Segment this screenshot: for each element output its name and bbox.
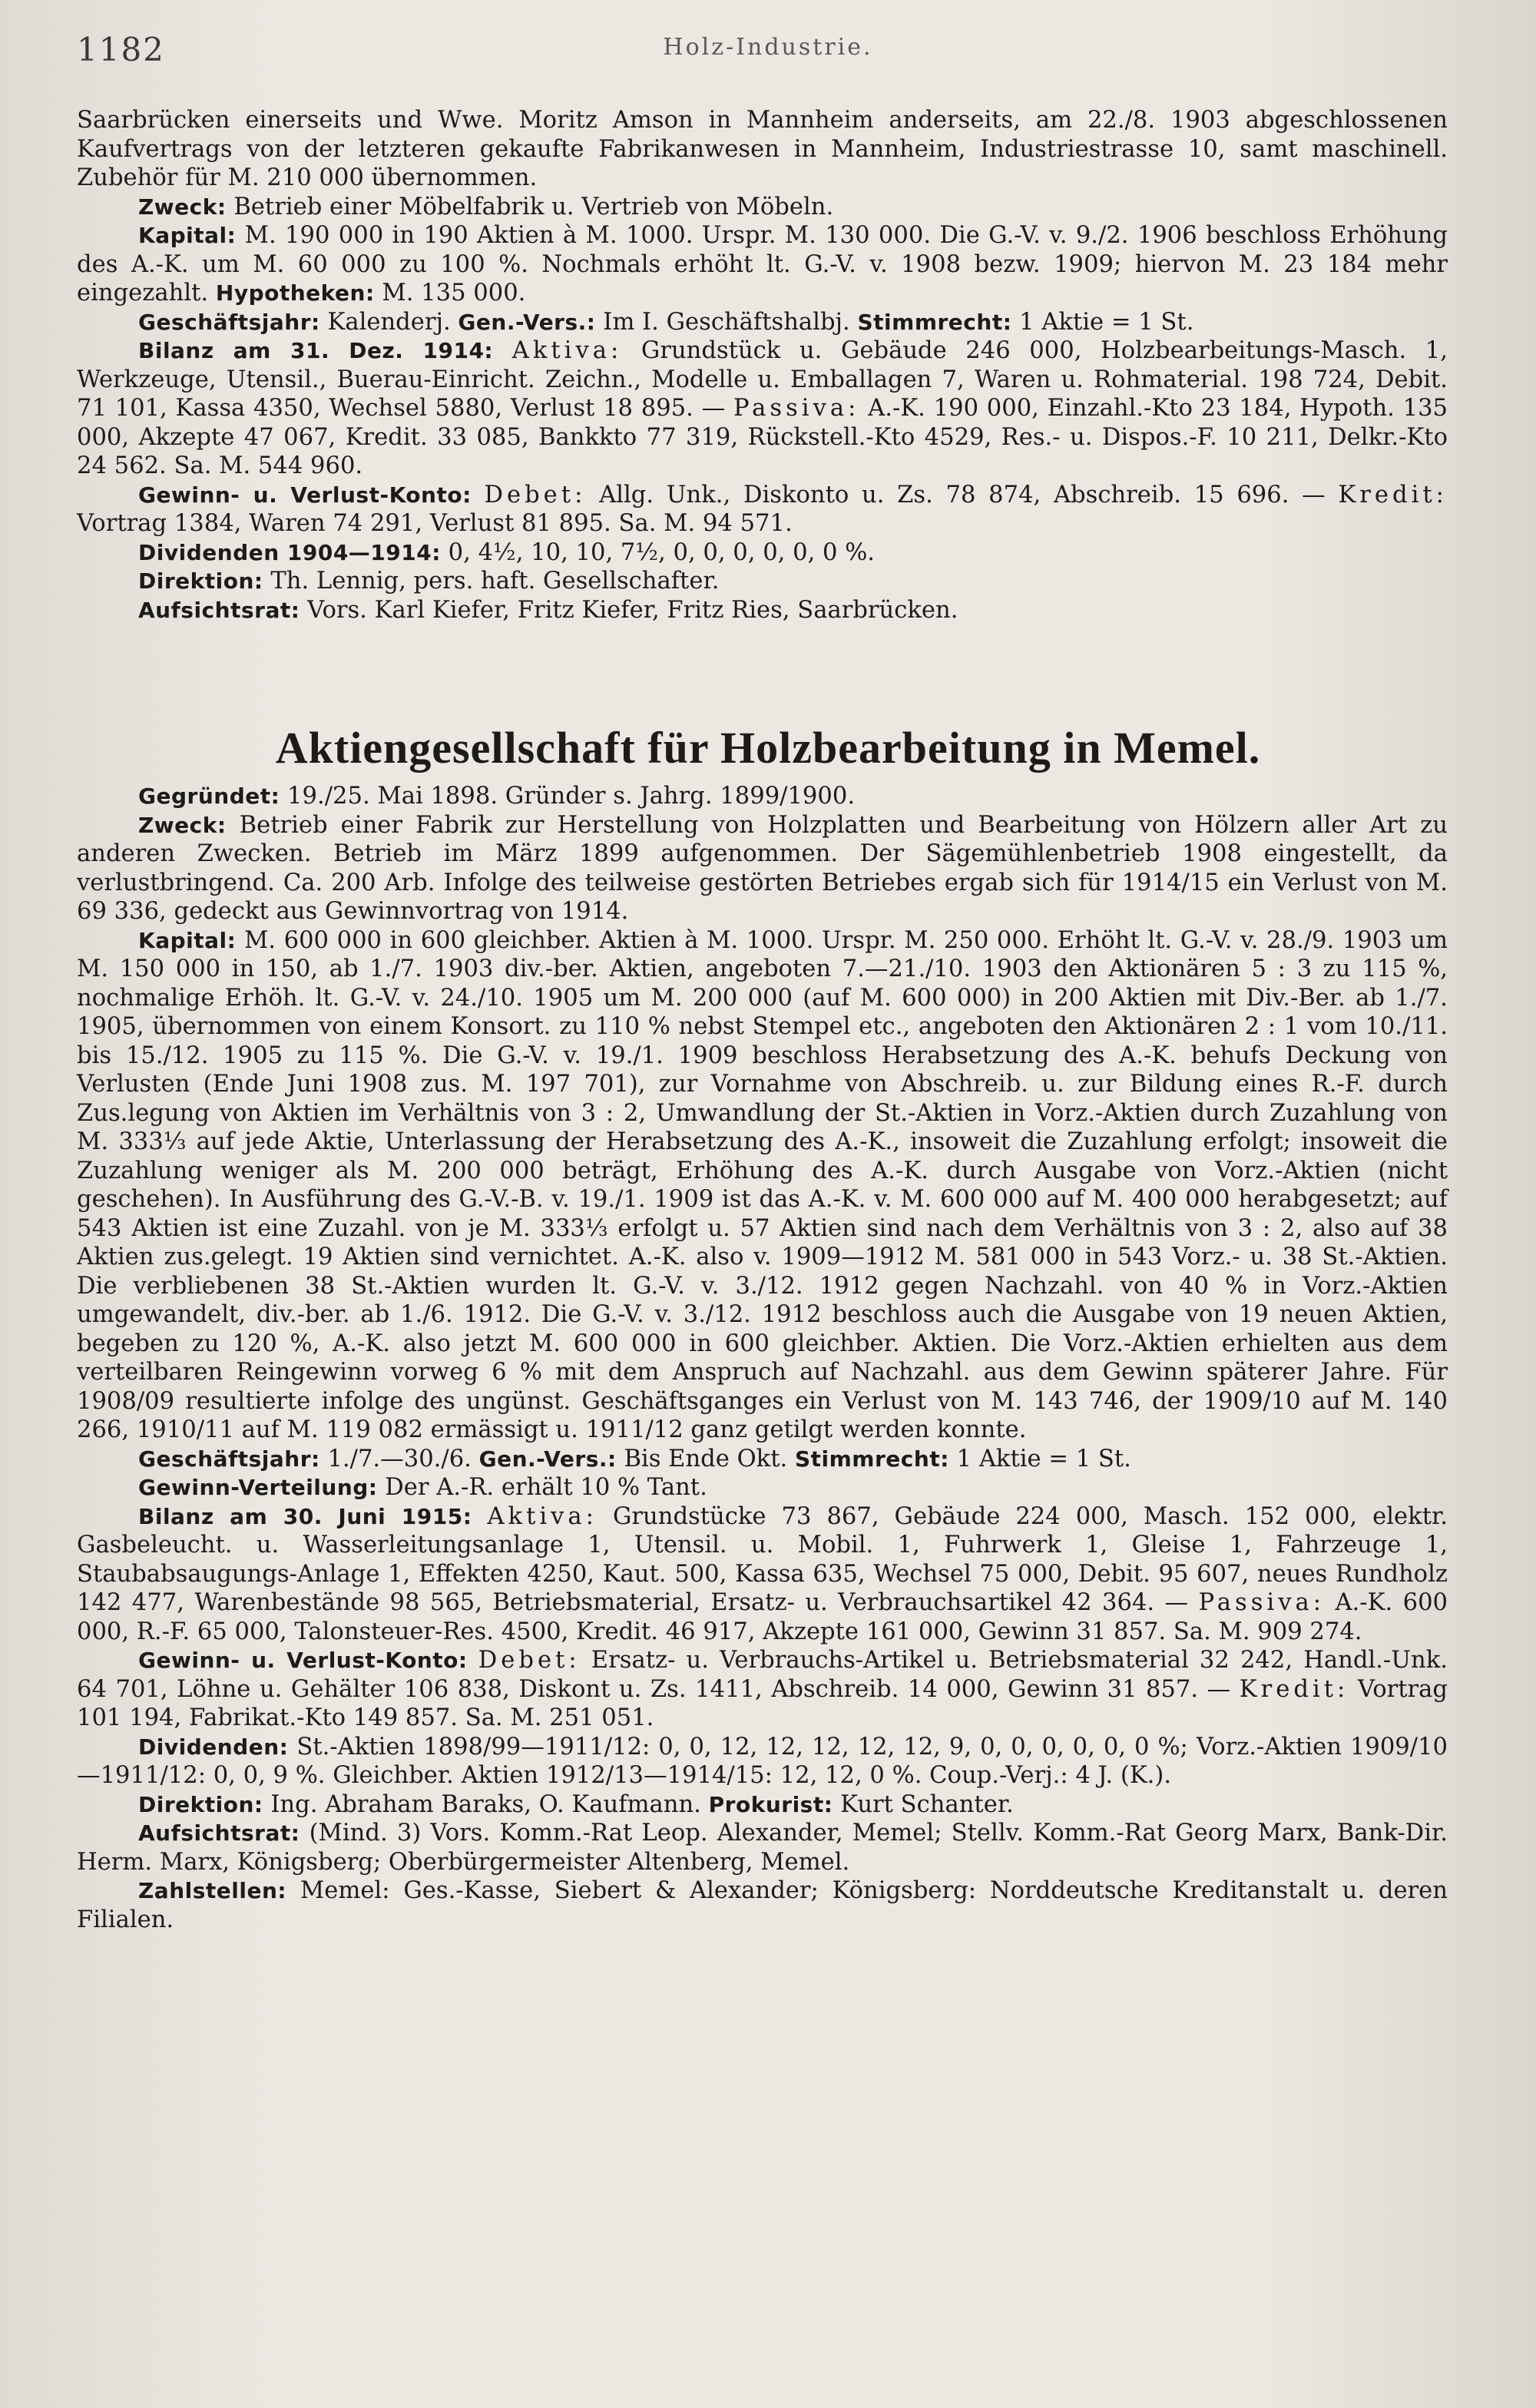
zweck-paragraph [77,193,1448,222]
aufsichtsrat-label: Aufsichtsrat: [138,1820,300,1846]
kredit-label: Kredit: [1239,1675,1349,1703]
aufsichtsrat-text: Vors. Karl Kiefer, Fritz Kiefer, Fritz Ries, Saarbrücken. [307,596,958,624]
aktiva-label: Aktiva: [487,1502,598,1530]
zweck-text: Betrieb einer Möbelfabrik u. Vertrieb von Möbeln. [233,193,834,220]
debet-label: Debet: [484,481,587,508]
previous-company-section [77,106,1448,624]
intro-text: Saarbrücken einerseits und Wwe. Moritz Amson in Mannheim anderseits, am 22./8. 1903 abgeschlossenen Kaufvertrags von der letzteren gekaufte Fabrikanwesen in Mannheim, Industriestrasse 10, samt maschinell. Zubehör für M. 210 000 übernommen. [77,107,1448,191]
dividenden-text: 0, 4½, 10, 10, 7½, 0, 0, 0, 0, 0, 0 %. [448,538,876,566]
stimmrecht-text: 1 Aktie = 1 St. [1019,308,1194,336]
aktiva-label: Aktiva: [511,337,623,364]
guv-paragraph [77,481,1448,538]
aufsichtsrat-paragraph [77,596,1448,625]
running-title: Holz-Industrie. [663,34,873,61]
bilanz-paragraph [77,1502,1448,1647]
dividenden-paragraph [77,1733,1448,1790]
geschaeftsjahr-label: Geschäftsjahr: [138,1446,320,1472]
aufsichtsrat-paragraph [77,1819,1448,1876]
direktion-paragraph [77,567,1448,596]
passiva-text: A.-K. 600 000, R.-F. 65 000, Talonsteuer-Res. 4500, Kredit. 46 917, Akzepte 161 000, Gewinn 31 857. Sa. M. 909 274. [77,1589,1448,1645]
guv-paragraph [77,1646,1448,1733]
geschaeftsjahr-paragraph [77,308,1448,337]
zahlstellen-text: Memel: Ges.-Kasse, Siebert & Alexander; Königsberg: Norddeutsche Kreditanstalt u. deren Filialen. [77,1877,1448,1933]
genvers-text: Bis Ende Okt. [624,1445,788,1472]
aufsichtsrat-label: Aufsichtsrat: [138,597,300,623]
kapital-label: Kapital: [138,223,237,248]
bilanz-label: Bilanz am 30. Juni 1915: [138,1503,472,1529]
geschaeftsjahr-text: Kalenderj. [327,308,451,336]
zahlstellen-paragraph [77,1876,1448,1934]
aufsichtsrat-text: (Mind. 3) Vors. Komm.-Rat Leop. Alexander, Memel; Stellv. Komm.-Rat Georg Marx, Bank-Dir. Herm. Marx, Königsberg; Oberbürgermeister Altenberg, Memel. [77,1820,1448,1876]
hypotheken-text: M. 135 000. [382,280,526,306]
passiva-text: A.-K. 190 000, Einzahl.-Kto 23 184, Hypoth. 135 000, Akzepte 47 067, Kredit. 33 085, Bankkto 77 319, Rückstell.-Kto 4529, Res.- u. Dispos.-F. 10 211, Delkr.-Kto 24 562. Sa. M. 544 960. [77,395,1448,479]
zweck-text: Betrieb einer Fabrik zur Herstellung von Holzplatten und Bearbeitung von Hölzern aller Art zu anderen Zwecken. Betrieb im März 1899 aufgenommen. Der Sägemühlenbetrieb 1908 eingestellt, da verlustbringend. Ca. 200 Arb. Infolge des teilweise gestörten Betriebes ergab sich für 1914/15 ein Verlust von M. 69 336, gedeckt aus Gewinnvortrag von 1914. [77,811,1448,925]
genvers-label: Gen.-Vers.: [458,309,596,335]
page-number: 1182 [77,31,165,68]
company-title: Aktiengesellschaft für Holzbearbeitung in Memel. [275,723,1261,773]
gewinnverteilung-paragraph [77,1473,1448,1502]
zahlstellen-label: Zahlstellen: [138,1878,287,1903]
zweck-label: Zweck: [138,812,227,838]
intro-paragraph [77,106,1448,193]
dividenden-paragraph [77,538,1448,568]
page-header [77,31,1459,77]
debet-text: Ersatz- u. Verbrauchs-Artikel u. Betriebsmaterial 32 242, Handl.-Unk. 64 701, Löhne u. Gehälter 106 838, Diskont u. Zs. 1411, Abschreib. 14 000, Gewinn 31 857. — [77,1647,1448,1703]
prokurist-text: Kurt Schanter. [840,1790,1014,1818]
passiva-label: Passiva: [733,395,860,422]
bilanz-label: Bilanz am 31. Dez. 1914: [138,338,494,363]
direktion-text: Th. Lennig, pers. haft. Gesellschafter. [270,568,720,595]
kredit-text: Vortrag 101 194, Fabrikat.-Kto 149 857. Sa. M. 251 051. [77,1675,1448,1731]
gegruendet-label: Gegründet: [138,783,280,809]
debet-label: Debet: [478,1647,581,1674]
gegruendet-paragraph [77,782,1448,811]
kredit-label: Kredit: [1338,481,1448,508]
zweck-paragraph [77,811,1448,926]
kapital-text: M. 190 000 in 190 Aktien à M. 1000. Urspr. M. 130 000. Die G.-V. v. 9./2. 1906 beschloss Erhöhung des A.-K. um M. 60 000 zu 100 %. Nochmals erhöht lt. G.-V. v. 1908 bezw. 1909; hiervon M. 23 184 mehr eingezahlt. [77,222,1448,306]
gewinnverteilung-text: Der A.-R. erhält 10 % Tant. [385,1474,707,1501]
prokurist-label: Prokurist: [708,1791,833,1817]
kapital-text: M. 600 000 in 600 gleichber. Aktien à M. 1000. Urspr. M. 250 000. Erhöht lt. G.-V. v. 28./9. 1903 um M. 150 000 in 150, ab 1./7. 1903 div.-ber. Aktien, angeboten 7.—21./10. 1903 den Aktionären 5 : 3 zu 115 %, nochmalige Erhöh. lt. G.-V. v. 24./10. 1905 um M. 200 000 (auf M. 600 000) in 200 Aktien mit Div.-Ber. ab 1./7. 1905, übernommen von einem Konsort. zu 110 % nebst Stempel etc., angeboten den Aktionären 2 : 1 vom 10./11. bis 15./12. 1905 zu 115 %. Die G.-V. v. 19./1. 1909 beschloss Herabsetzung des A.-K. behufs Deckung von Verlusten (Ende Juni 1908 zus. M. 197 701), zur Vornahme von Abschreib. u. zur Bildung eines R.-F. durch Zus.legung von Aktien im Verhältnis von 3 : 2, Umwandlung der St.-Aktien in Vorz.-Aktien durch Zuzahlung von M. 333⅓ auf jede Aktie, Unterlassung der Herabsetzung des A.-K., insoweit die Zuzahlung erfolgt; insoweit die Zuzahlung weniger als M. 200 000 beträgt, Erhöhung des A.-K. durch Ausgabe von Vorz.-Aktien (nicht geschehen). In Ausführung des G.-V.-B. v. 19./1. 1909 ist das A.-K. v. M. 600 000 auf M. 400 000 herabgesetzt; auf 543 Aktien ist eine Zuzahl. von je M. 333⅓ erfolgt u. 57 Aktien sind nach dem Verhältnis von 3 : 2, also auf 38 Aktien zus.gelegt. 19 Aktien sind vernichtet. A.-K. also v. 1909—1912 M. 581 000 in 543 Vorz.- u. 38 St.-Aktien. Die verbliebenen 38 St.-Aktien wurden lt. G.-V. v. 3./12. 1912 gegen Nachzahl. von 40 % in Vorz.-Aktien umgewandelt, div.-ber. ab 1./6. 1912. Die G.-V. v. 3./12. 1912 beschloss auch die Ausgabe von 19 neuen Aktien, begeben zu 120 %, A.-K. also jetzt M. 600 000 in 600 gleichber. Aktien. Die Vorz.-Aktien erhielten aus dem verteilbaren Reingewinn vorweg 6 % mit dem Anspruch auf Nachzahl. aus dem Gewinn späterer Jahre. Für 1908/09 resultierte infolge des ungünst. Geschäftsganges ein Verlust von M. 143 746, der 1909/10 auf M. 140 266, 1910/11 auf M. 119 082 ermässigt u. 1911/12 ganz getilgt werden konnte. [77,926,1448,1443]
stimmrecht-label: Stimmrecht: [857,309,1012,335]
direktion-label: Direktion: [138,568,263,594]
genvers-text: Im I. Geschäftshalbj. [603,308,850,336]
kapital-paragraph [77,221,1448,308]
kredit-text: Vortrag 1384, Waren 74 291, Verlust 81 895. Sa. M. 94 571. [77,510,793,537]
aktiva-text: Grundstück u. Gebäude 246 000, Holzbearbeitungs-Masch. 1, Werkzeuge, Utensil., Buerau-Einricht. Zeichn., Modelle u. Emballagen 7, Waren u. Rohmaterial. 198 724, Debit. 71 101, Kassa 4350, Wechsel 5880, Verlust 18 895. — [77,337,1448,422]
dividenden-label: Dividenden 1904—1914: [138,539,441,565]
direktion-label: Direktion: [138,1791,263,1817]
stimmrecht-label: Stimmrecht: [794,1446,949,1472]
gegruendet-text: 19./25. Mai 1898. Gründer s. Jahrg. 1899/1900. [287,783,856,810]
aktiva-text: Grundstücke 73 867, Gebäude 224 000, Masch. 152 000, elektr. Gasbeleucht. u. Wasserleitungsanlage 1, Utensil. u. Mobil. 1, Fuhrwerk 1, Gleise 1, Fahrzeuge 1, Staubabsaugungs-Anlage 1, Effekten 4250, Kaut. 500, Kassa 635, Wechsel 75 000, Debit. 95 607, neues Rundholz 142 477, Warenbestände 98 565, Betriebsmaterial, Ersatz- u. Verbrauchsartikel 42 364. — [77,1502,1448,1616]
dividenden-text: St.-Aktien 1898/99—1911/12: 0, 0, 12, 12, 12, 12, 12, 9, 0, 0, 0, 0, 0, 0 %; Vorz.-Aktien 1909/10—1911/12: 0, 0, 9 %. Gleichber. Aktien 1912/13—1914/15: 12, 12, 0 %. Coup.-Verj.: 4 J. (K.). [77,1733,1448,1789]
gewinnverteilung-label: Gewinn-Verteilung: [138,1475,378,1500]
company-section [77,782,1448,1934]
geschaeftsjahr-paragraph [77,1445,1448,1474]
direktion-text: Ing. Abraham Baraks, O. Kaufmann. [270,1790,701,1818]
debet-text: Allg. Unk., Diskonto u. Zs. 78 874, Abschreib. 15 696. — [599,481,1326,508]
guv-label: Gewinn- u. Verlust-Konto: [138,482,472,508]
dividenden-label: Dividenden: [138,1734,289,1760]
guv-label: Gewinn- u. Verlust-Konto: [138,1648,468,1673]
genvers-label: Gen.-Vers.: [478,1446,617,1472]
bilanz-paragraph [77,336,1448,481]
zweck-label: Zweck: [138,194,227,220]
passiva-label: Passiva: [1198,1589,1326,1616]
kapital-label: Kapital: [138,927,237,953]
kapital-paragraph [77,926,1448,1445]
stimmrecht-text: 1 Aktie = 1 St. [956,1445,1131,1472]
hypotheken-label: Hypotheken: [215,280,375,306]
direktion-paragraph [77,1790,1448,1820]
geschaeftsjahr-text: 1./7.—30./6. [327,1445,472,1472]
geschaeftsjahr-label: Geschäftsjahr: [138,309,320,335]
